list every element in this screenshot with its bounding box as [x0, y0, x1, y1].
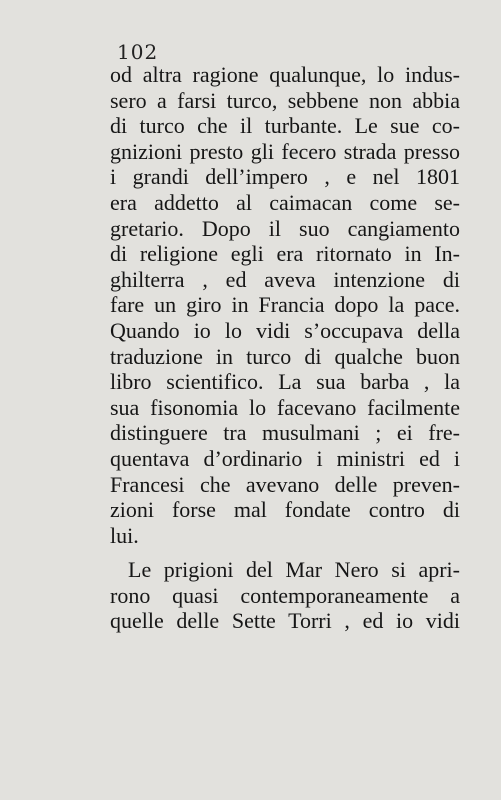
text-line: quentava d’ordinario i ministri ed i [110, 445, 460, 471]
text-line: ghilterra , ed aveva intenzione di [110, 266, 460, 292]
text-line: lui. [110, 522, 139, 548]
text-line: quelle delle Sette Torri , ed io vidi [110, 608, 460, 634]
paragraph [110, 62, 460, 548]
text-line: gnizioni presto gli fecero strada presso [110, 138, 460, 164]
text-line: fare un giro in Francia dopo la pace. [110, 292, 460, 318]
page-number: 102 [117, 40, 159, 64]
text-line: sero a farsi turco, sebbene non abbia [110, 87, 460, 113]
text-line: zioni forse mal fondate contro di [110, 497, 460, 523]
text-line: rono quasi contemporaneamente a [110, 582, 460, 608]
text-line: distinguere tra musulmani ; ei fre- [110, 420, 460, 446]
text-line: traduzione in turco di qualche buon [110, 343, 460, 369]
text-line: sua fisonomia lo facevano facilmente [110, 394, 460, 420]
text-line: gretario. Dopo il suo cangiamento [110, 215, 460, 241]
paragraph [110, 557, 460, 634]
paragraph-gap [110, 548, 460, 557]
text-line: Quando io lo vidi s’occupava della [110, 317, 460, 343]
text-line: di religione egli era ritornato in In- [110, 241, 460, 267]
text-line: era addetto al caimacan come se- [110, 189, 460, 215]
text-line: libro scientifico. La sua barba , la [110, 369, 460, 395]
text-line: Francesi che avevano delle preven- [110, 471, 460, 497]
text-line: Le prigioni del Mar Nero si apri- [128, 557, 460, 583]
text-line: di turco che il turbante. Le sue co- [110, 113, 460, 139]
text-line: i grandi dell’impero , e nel 1801 [110, 164, 460, 190]
body-text [110, 62, 460, 634]
text-line: od altra ragione qualunque, lo indus- [110, 62, 460, 87]
